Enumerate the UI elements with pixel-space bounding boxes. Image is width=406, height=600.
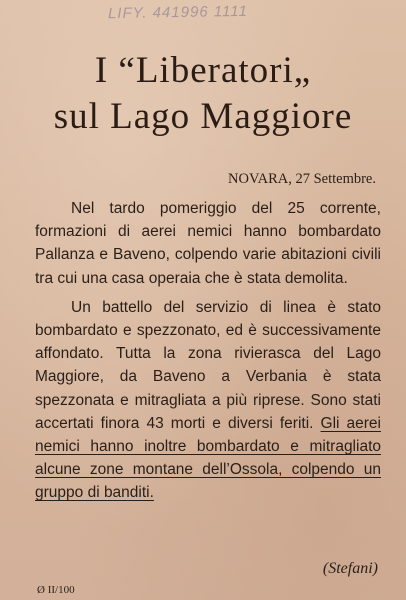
archive-pencil-note: LIFY. 441996 1111	[107, 2, 249, 23]
paragraph-2-underlined-text: Gli aerei nemici hanno inoltre bombardato e mitragliato alcune zone montane dell’Ossola, colpendo un gruppo di banditi.	[35, 414, 381, 502]
print-code: Ø II/100	[37, 584, 75, 596]
paragraph-2	[35, 296, 381, 505]
paragraph-1: Nel tardo pomeriggio del 25 corrente, formazioni di aerei nemici hanno bombardato Pallanza e Baveno, colpendo varie abitazioni civili tra cui una casa operaia che è stata demolita.	[35, 200, 381, 287]
headline-line-2: sul Lago Maggiore	[53, 96, 353, 137]
article-body	[35, 197, 381, 505]
headline-line-1: I “Liberatori„	[94, 50, 312, 91]
dateline: NOVARA, 27 Settembre.	[228, 171, 376, 187]
headline	[0, 48, 406, 140]
paragraph-2-text: Un battello del servizio di linea è stato bombardato e spezzonato, ed è successivamente affondato. Tutta la zona rivierasca del Lago Maggiore, da Baveno a Verbania è stata spezzonata e mitragliata a più riprese. Sono stati accertati finora 43 morti e diversi feriti.	[35, 298, 381, 432]
news-agency-credit: (Stefani)	[322, 560, 378, 577]
